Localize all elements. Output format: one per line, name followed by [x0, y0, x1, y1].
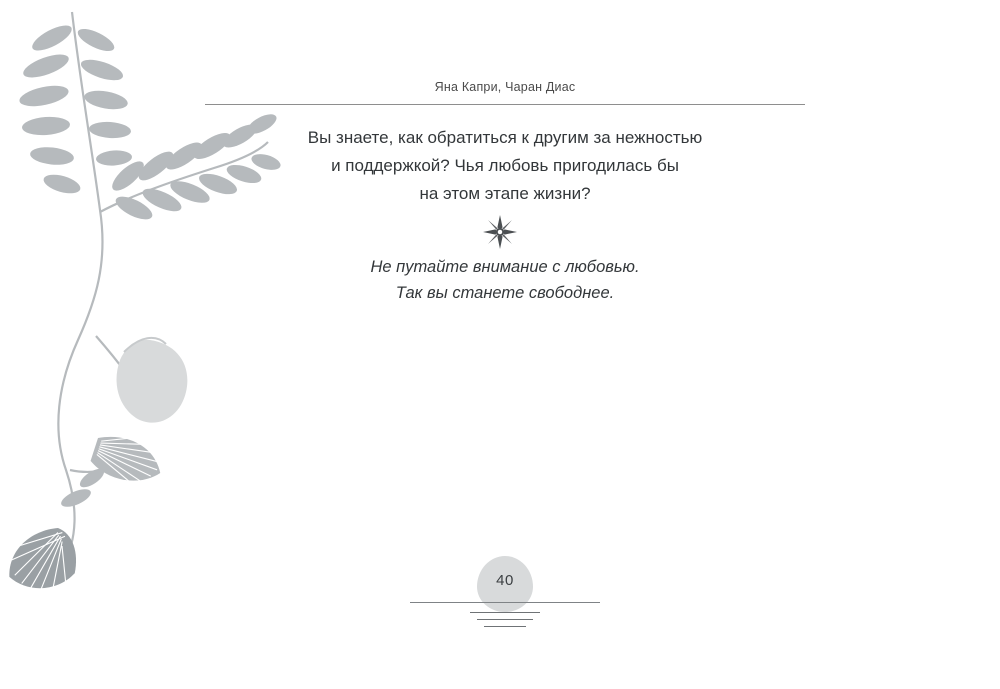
question-text — [205, 124, 805, 208]
folio-rule — [410, 602, 600, 603]
running-head: Яна Капри, Чаран Диас — [434, 80, 576, 94]
page-number: 40 — [496, 571, 514, 589]
folio-accent-line — [470, 612, 540, 613]
affirmation-line: Так вы станете свободнее. — [395, 284, 615, 302]
affirmation-line: Не путайте внимание с любовью. — [370, 258, 640, 276]
folio — [415, 556, 595, 646]
header-rule — [205, 104, 805, 105]
folio-accent-line — [484, 626, 526, 627]
affirmation-text — [205, 254, 805, 306]
question-line: на этом этапе жизни? — [419, 184, 591, 203]
compass-star-icon — [0, 214, 1000, 250]
botanical-leaves-icon — [0, 0, 330, 684]
question-line: Вы знаете, как обратиться к другим за нежностью — [307, 128, 703, 147]
question-line: и поддержкой? Чья любовь пригодилась бы — [331, 156, 679, 175]
folio-accent-line — [477, 619, 533, 620]
